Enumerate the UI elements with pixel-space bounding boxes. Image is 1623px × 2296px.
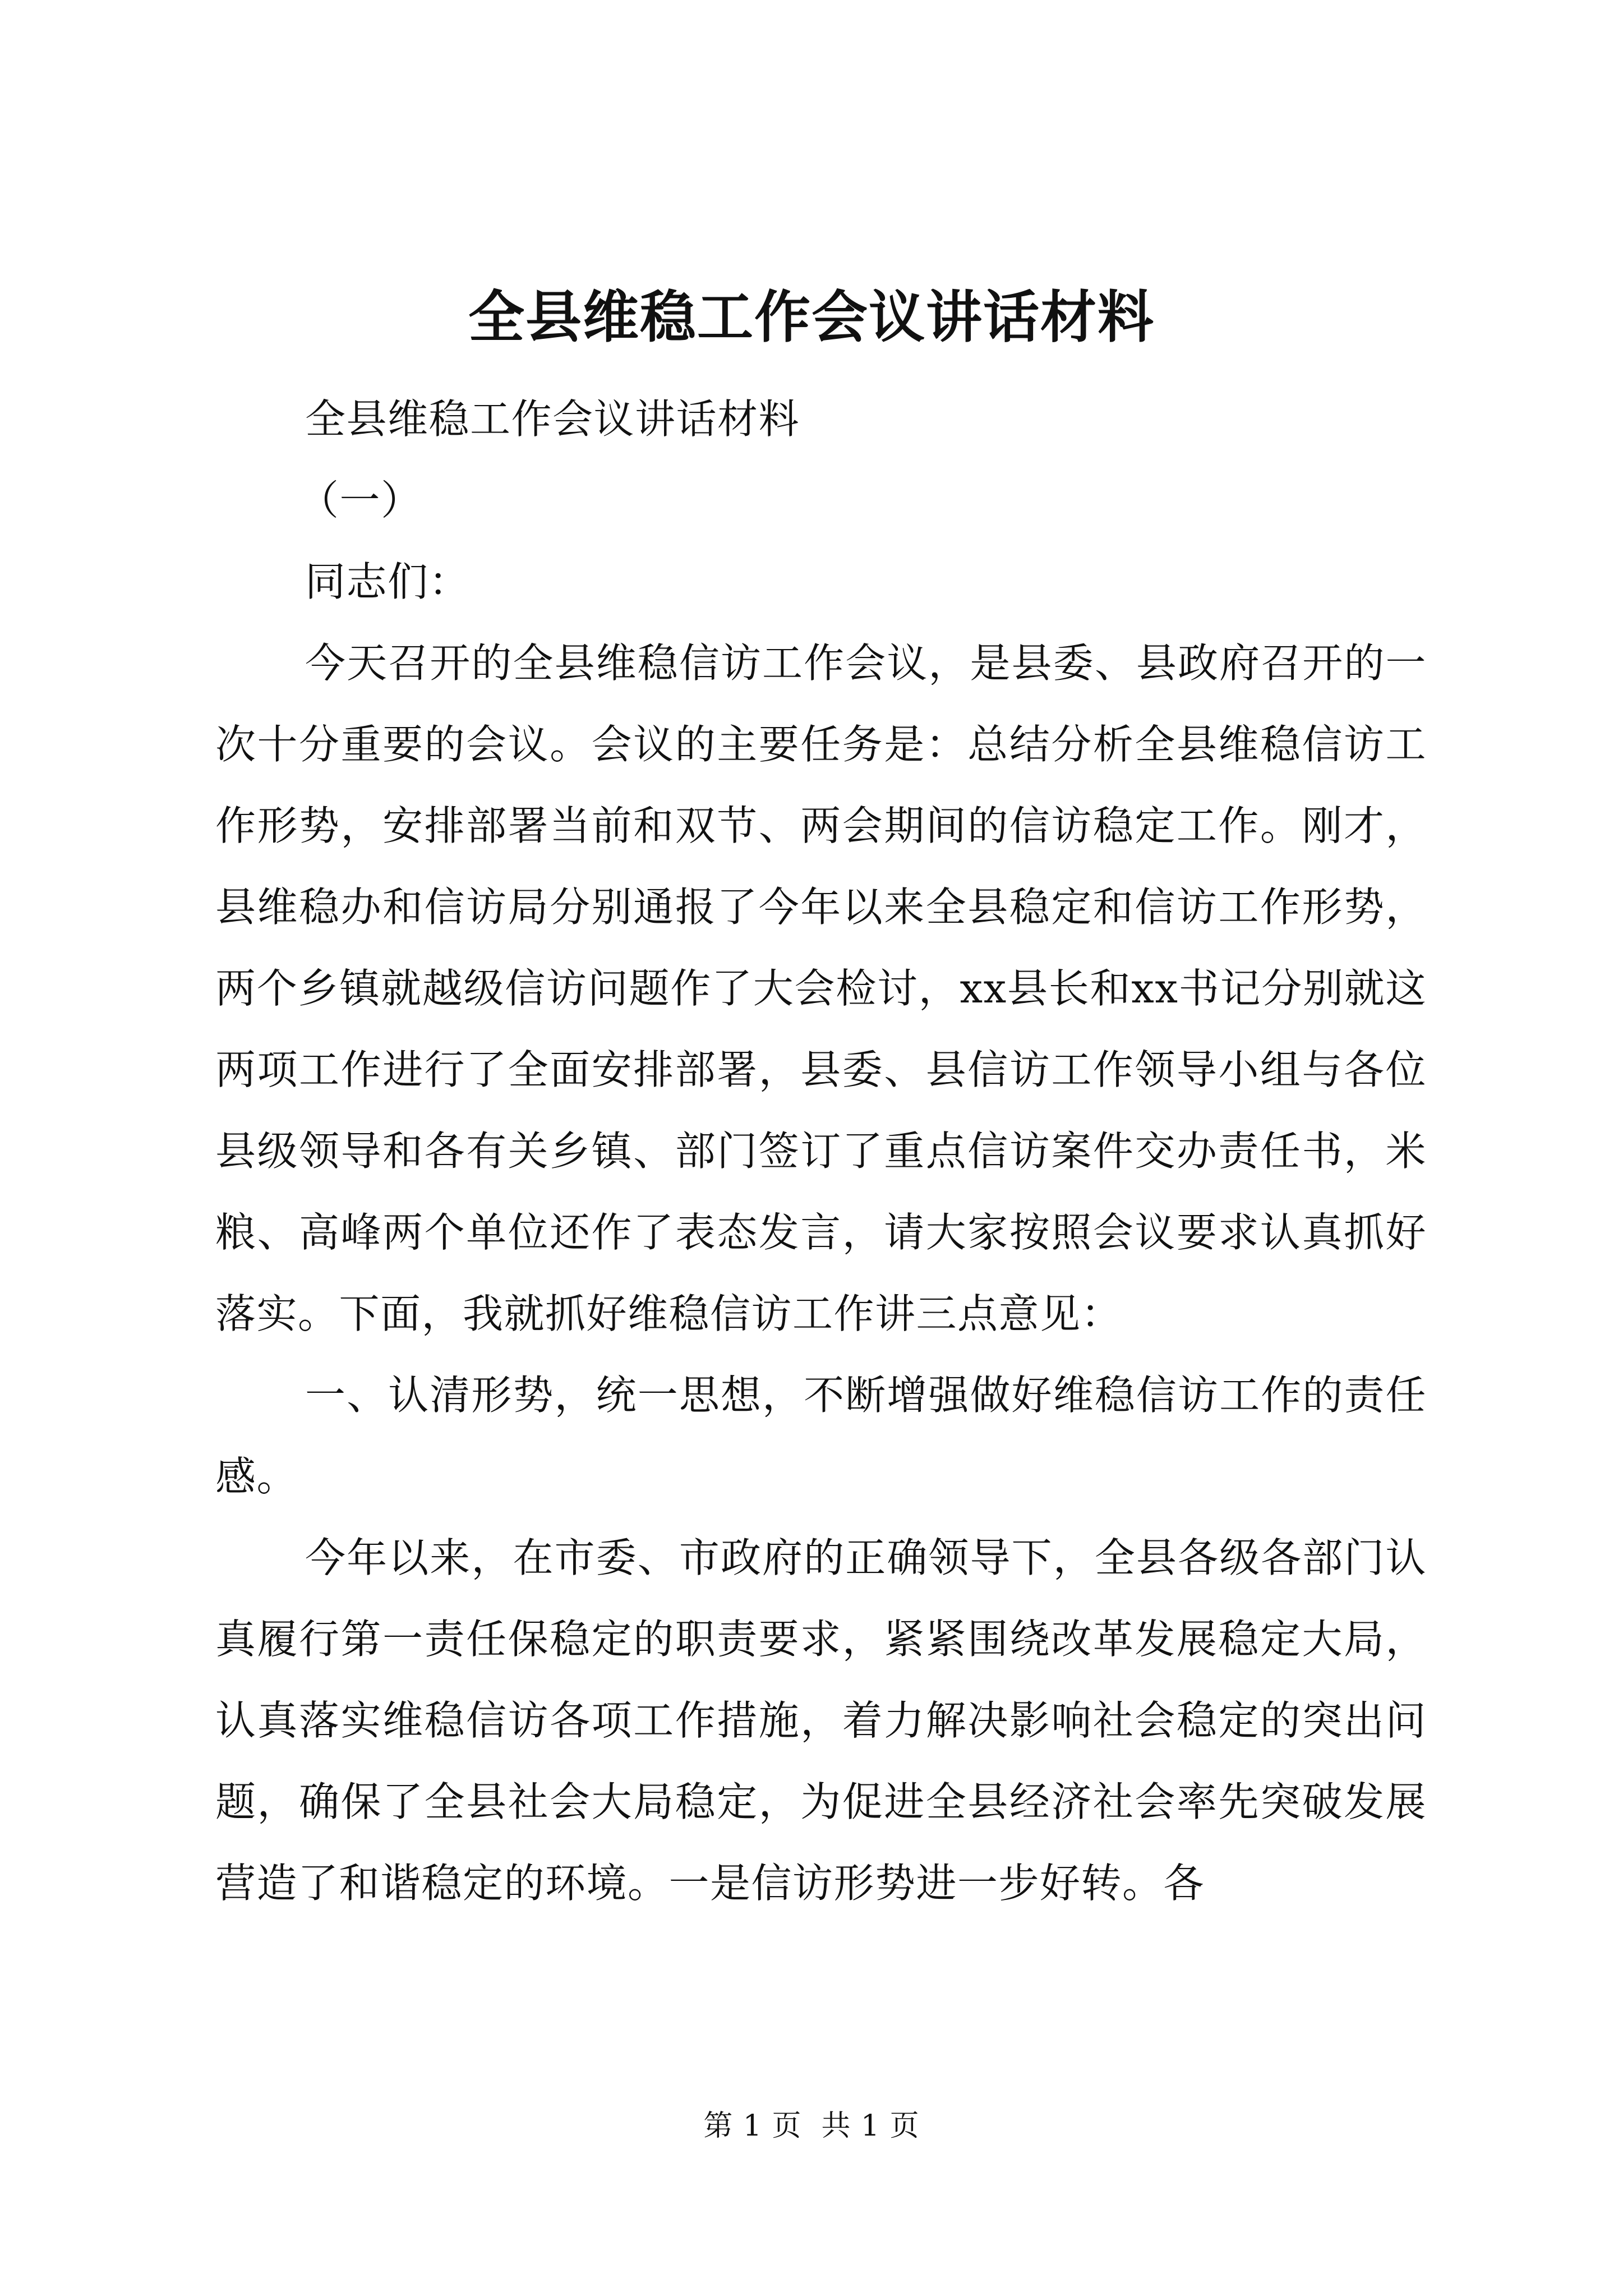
body-paragraph-heading: 一、认清形势，统一思想，不断增强做好维稳信访工作的责任感。: [215, 1372, 1427, 1500]
body-paragraph-subtitle: 全县维稳工作会议讲话材料: [305, 395, 800, 443]
body-paragraph-salutation: 同志们：: [305, 558, 471, 605]
document-body: [215, 379, 1427, 1924]
page-number-label: 第 1 页 共 1 页: [703, 2109, 920, 2143]
body-paragraph: 今年以来，在市委、市政府的正确领导下，全县各级各部门认真履行第一责任保稳定的职责要求，紧紧围绕改革发展稳定大局，认真落实维稳信访各项工作措施，着力解决影响社会稳定的突出问题，确保了全县社会大局稳定，为促进全县经济社会率先突破发展营造了和谐稳定的环境。一是信访形势进一步好转。各: [215, 1534, 1427, 1907]
document-title: 全县维稳工作会议讲话材料: [468, 284, 1155, 350]
body-paragraph: 今天召开的全县维稳信访工作会议，是县委、县政府召开的一次十分重要的会议。会议的主要任务是：总结分析全县维稳信访工作形势，安排部署当前和双节、两会期间的信访稳定工作。刚才，县维稳办和信访局分别通报了今年以来全县稳定和信访工作形势，两个乡镇就越级信访问题作了大会检讨，xx县长和xx书记分别就这两项工作进行了全面安排部署，县委、县信访工作领导小组与各位县级领导和各有关乡镇、部门签订了重点信访案件交办责任书，米粮、高峰两个单位还作了表态发言，请大家按照会议要求认真抓好落实。下面，我就抓好维稳信访工作讲三点意见：: [215, 639, 1427, 1337]
page-footer: [0, 2106, 1623, 2146]
body-paragraph-section-number: （一）: [298, 477, 422, 524]
